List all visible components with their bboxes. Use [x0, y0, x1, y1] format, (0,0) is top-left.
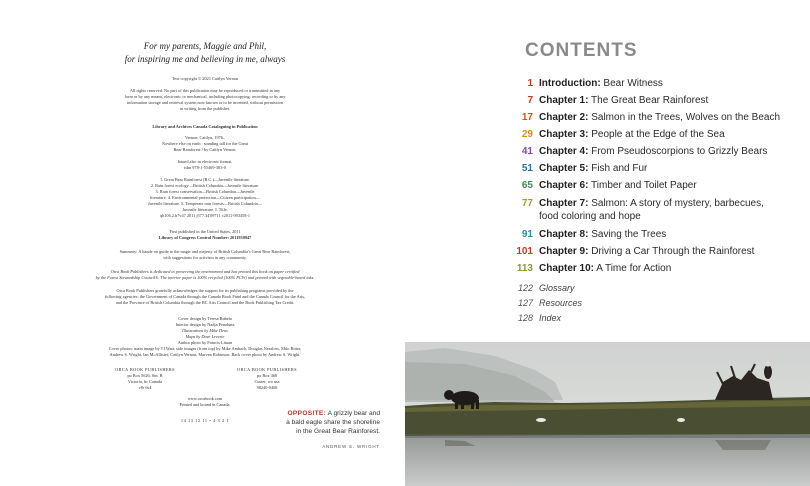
toc-chapter-title: Salmon in the Trees, Wolves on the Beach	[588, 112, 781, 123]
publisher-canada: ORCA BOOK PUBLISHERS po Box 5626, Stn. B Victoria, bc Canada v8r 6s4	[115, 367, 175, 390]
opposite-label: OPPOSITE:	[287, 410, 327, 417]
toc-page-number: 122	[517, 283, 533, 293]
toc-page-number: 113	[516, 263, 533, 274]
toc-chapter-label: Chapter 9:	[539, 246, 589, 257]
toc-entry[interactable]	[501, 198, 801, 223]
copyright-line: Text copyright © 2021 Caitlyn Vernon	[171, 76, 239, 81]
toc-title	[539, 95, 801, 108]
toc-title	[539, 198, 801, 223]
toc-page-number: 65	[521, 180, 533, 191]
website: www.orcabook.com Printed and bound in Canada.	[179, 396, 231, 407]
toc-page-number: 51	[521, 163, 533, 174]
summary: Summary: A hands-on guide to the magic and majesty of British Columbia's Great Bear Rainforest, with suggestions for activism in any community.	[119, 249, 291, 260]
toc-page-number: 101	[516, 246, 533, 257]
toc-chapter-label: Introduction:	[539, 78, 601, 89]
toc-title: Index	[539, 313, 562, 323]
dedication-line: For my parents, Maggie and Phil,	[143, 41, 267, 51]
toc-chapter-label: Chapter 4:	[539, 146, 589, 157]
toc-chapter-title: Fish and Fur	[588, 163, 648, 174]
toc-page-number: 1	[527, 78, 533, 89]
toc-chapter-label: Chapter 2:	[539, 112, 589, 123]
toc-chapter-label: Chapter 5:	[539, 163, 589, 174]
toc-entry[interactable]	[501, 95, 801, 108]
toc-chapter-label: Chapter 10:	[539, 263, 595, 274]
toc-title	[539, 146, 801, 159]
toc-title	[539, 129, 801, 142]
print-line: 14 13 12 11 • 4 3 2 1	[180, 418, 230, 423]
toc-page-number: 7	[527, 95, 533, 106]
design-credits: Cover design by Teresa Bubela Interior design by Nadja Penaluna Illustrations by Mike Deas Maps by Dave Leverie Author photo by Francis Lituan Cover photos: main image by TJ Watt; side images (from top) by Mike Ambach, Douglas Neasloss, Milo Ritter, Andrew S. Wright, Ian McAllister, Caitlyn Vernon, Marven Robinson. Back cover photo by Andrew S. Wright.	[108, 316, 302, 357]
toc-page-number: 91	[521, 229, 533, 240]
contents-title: CONTENTS	[525, 40, 638, 61]
cip-body: Vernon, Caitlyn, 1976– Nowhere else on earth : standing tall for the Great Bear Rainforest / by Caitlyn Vernon. Issued also in electronic format. isbn 978-1-55469-303-0 1. Great Bear Rainforest (B.C.)—Juvenile literature. 2. Rain forest ecology—British Columbia—Juvenile literature. 3. Rain forest conservation—British Columbia—Juvenile literature. 4. Environmental protection—Citizen participation— Juvenile literature. 5. Temperate rain forests—British Columbia— Juvenile literature. I. Title. qh106.2.b7v47 2011 j577.34'09711 c2011-903458-1	[148, 135, 262, 218]
toc-title	[539, 180, 801, 193]
toc-chapter-label: Chapter 8:	[539, 229, 589, 240]
toc-chapter-title: People at the Edge of the Sea	[588, 129, 725, 140]
toc-chapter-title: From Pseudoscorpions to Grizzly Bears	[588, 146, 768, 157]
toc-chapter-title: Bear Witness	[600, 78, 663, 89]
toc-chapter-title: Timber and Toilet Paper	[588, 180, 697, 191]
toc-page-number: 77	[521, 198, 533, 209]
bear-eagle-photo	[405, 342, 810, 486]
toc-page-number: 41	[521, 146, 533, 157]
toc-chapter-title: Driving a Car Through the Rainforest	[588, 246, 755, 257]
toc-title	[539, 112, 801, 125]
toc-entry[interactable]	[501, 129, 801, 142]
toc-page-number: 29	[521, 129, 533, 140]
rights-notice: All rights reserved. No part of this publication may be reproduced or transmitted in any form or by any means, electronic or mechanical, including photocopying, recording or by any information storage and retrieval system now known or to be invented, without permission in writing from the publisher.	[124, 88, 286, 111]
publisher-usa: ORCA BOOK PUBLISHERS po Box 468 Custer, wa usa 98240-0468	[237, 367, 297, 390]
photo-credit: ANDREW S. WRIGHT	[322, 444, 380, 449]
toc-chapter-title: A Time for Action	[594, 263, 672, 274]
toc-chapter-label: Chapter 6:	[539, 180, 589, 191]
toc-entry[interactable]	[501, 78, 801, 91]
opposite-caption: OPPOSITE: A grizzly bear and a bald eagle share the shoreline in the Great Bear Rainforest.	[286, 410, 380, 435]
toc-title: Glossary	[539, 283, 575, 293]
toc-entry[interactable]	[501, 112, 801, 125]
toc-page-number: 128	[517, 313, 533, 323]
toc-back-matter[interactable]	[501, 282, 801, 295]
toc-chapter-title: Saving the Trees	[588, 229, 667, 240]
toc-back-matter[interactable]	[501, 312, 801, 325]
toc-entry[interactable]	[501, 263, 801, 276]
shoreline-photo	[405, 342, 810, 486]
funding-note: Orca Book Publishers gratefully acknowledges the support for its publishing programs provided by the following agencies: the Government of Canada through the Canada Book Fund and the Canada Council for the Arts, and the Province of British Columbia through the BC Arts Council and the Book Publishing Tax Credit.	[104, 288, 306, 305]
toc-chapter-title: The Great Bear Rainforest	[588, 95, 709, 106]
toc-chapter-label: Chapter 3:	[539, 129, 589, 140]
toc-page-number: 17	[521, 112, 533, 123]
toc-entry[interactable]	[501, 163, 801, 176]
toc-title	[539, 263, 801, 276]
toc-entry[interactable]	[501, 180, 801, 193]
toc-title	[539, 246, 801, 259]
dedication-line: for inspiring me and believing in me, always	[124, 53, 286, 64]
toc-title	[539, 78, 801, 91]
dedication	[110, 40, 300, 65]
toc-entry[interactable]	[501, 229, 801, 242]
toc-title	[539, 163, 801, 176]
environment-note: Orca Book Publishers is dedicated to preserving the environment and has printed this book on paper certified by the Forest Stewardship Council®. The interior paper is 100% recycled (100% PCW) and printed with vegetable-based inks.	[95, 269, 315, 280]
toc-title	[539, 229, 801, 242]
toc-chapter-label: Chapter 7:	[539, 198, 589, 209]
toc-title: Resources	[539, 298, 583, 308]
toc-back-matter[interactable]	[501, 297, 801, 310]
toc-chapter-title-cont: food coloring and hope	[539, 210, 641, 222]
first-published: First published in the United States, 2011 Library of Congress Control Number: 2011930947	[158, 229, 252, 240]
toc-chapter-label: Chapter 1:	[539, 95, 589, 106]
right-page	[405, 0, 810, 486]
toc-entry[interactable]	[501, 146, 801, 159]
toc-page-number: 127	[517, 298, 533, 308]
toc-chapter-title: Salmon: A story of mystery, barbecues,	[588, 198, 764, 209]
toc-entry[interactable]	[501, 246, 801, 259]
cip-heading: Library and Archives Canada Cataloguing in Publication	[152, 124, 258, 129]
